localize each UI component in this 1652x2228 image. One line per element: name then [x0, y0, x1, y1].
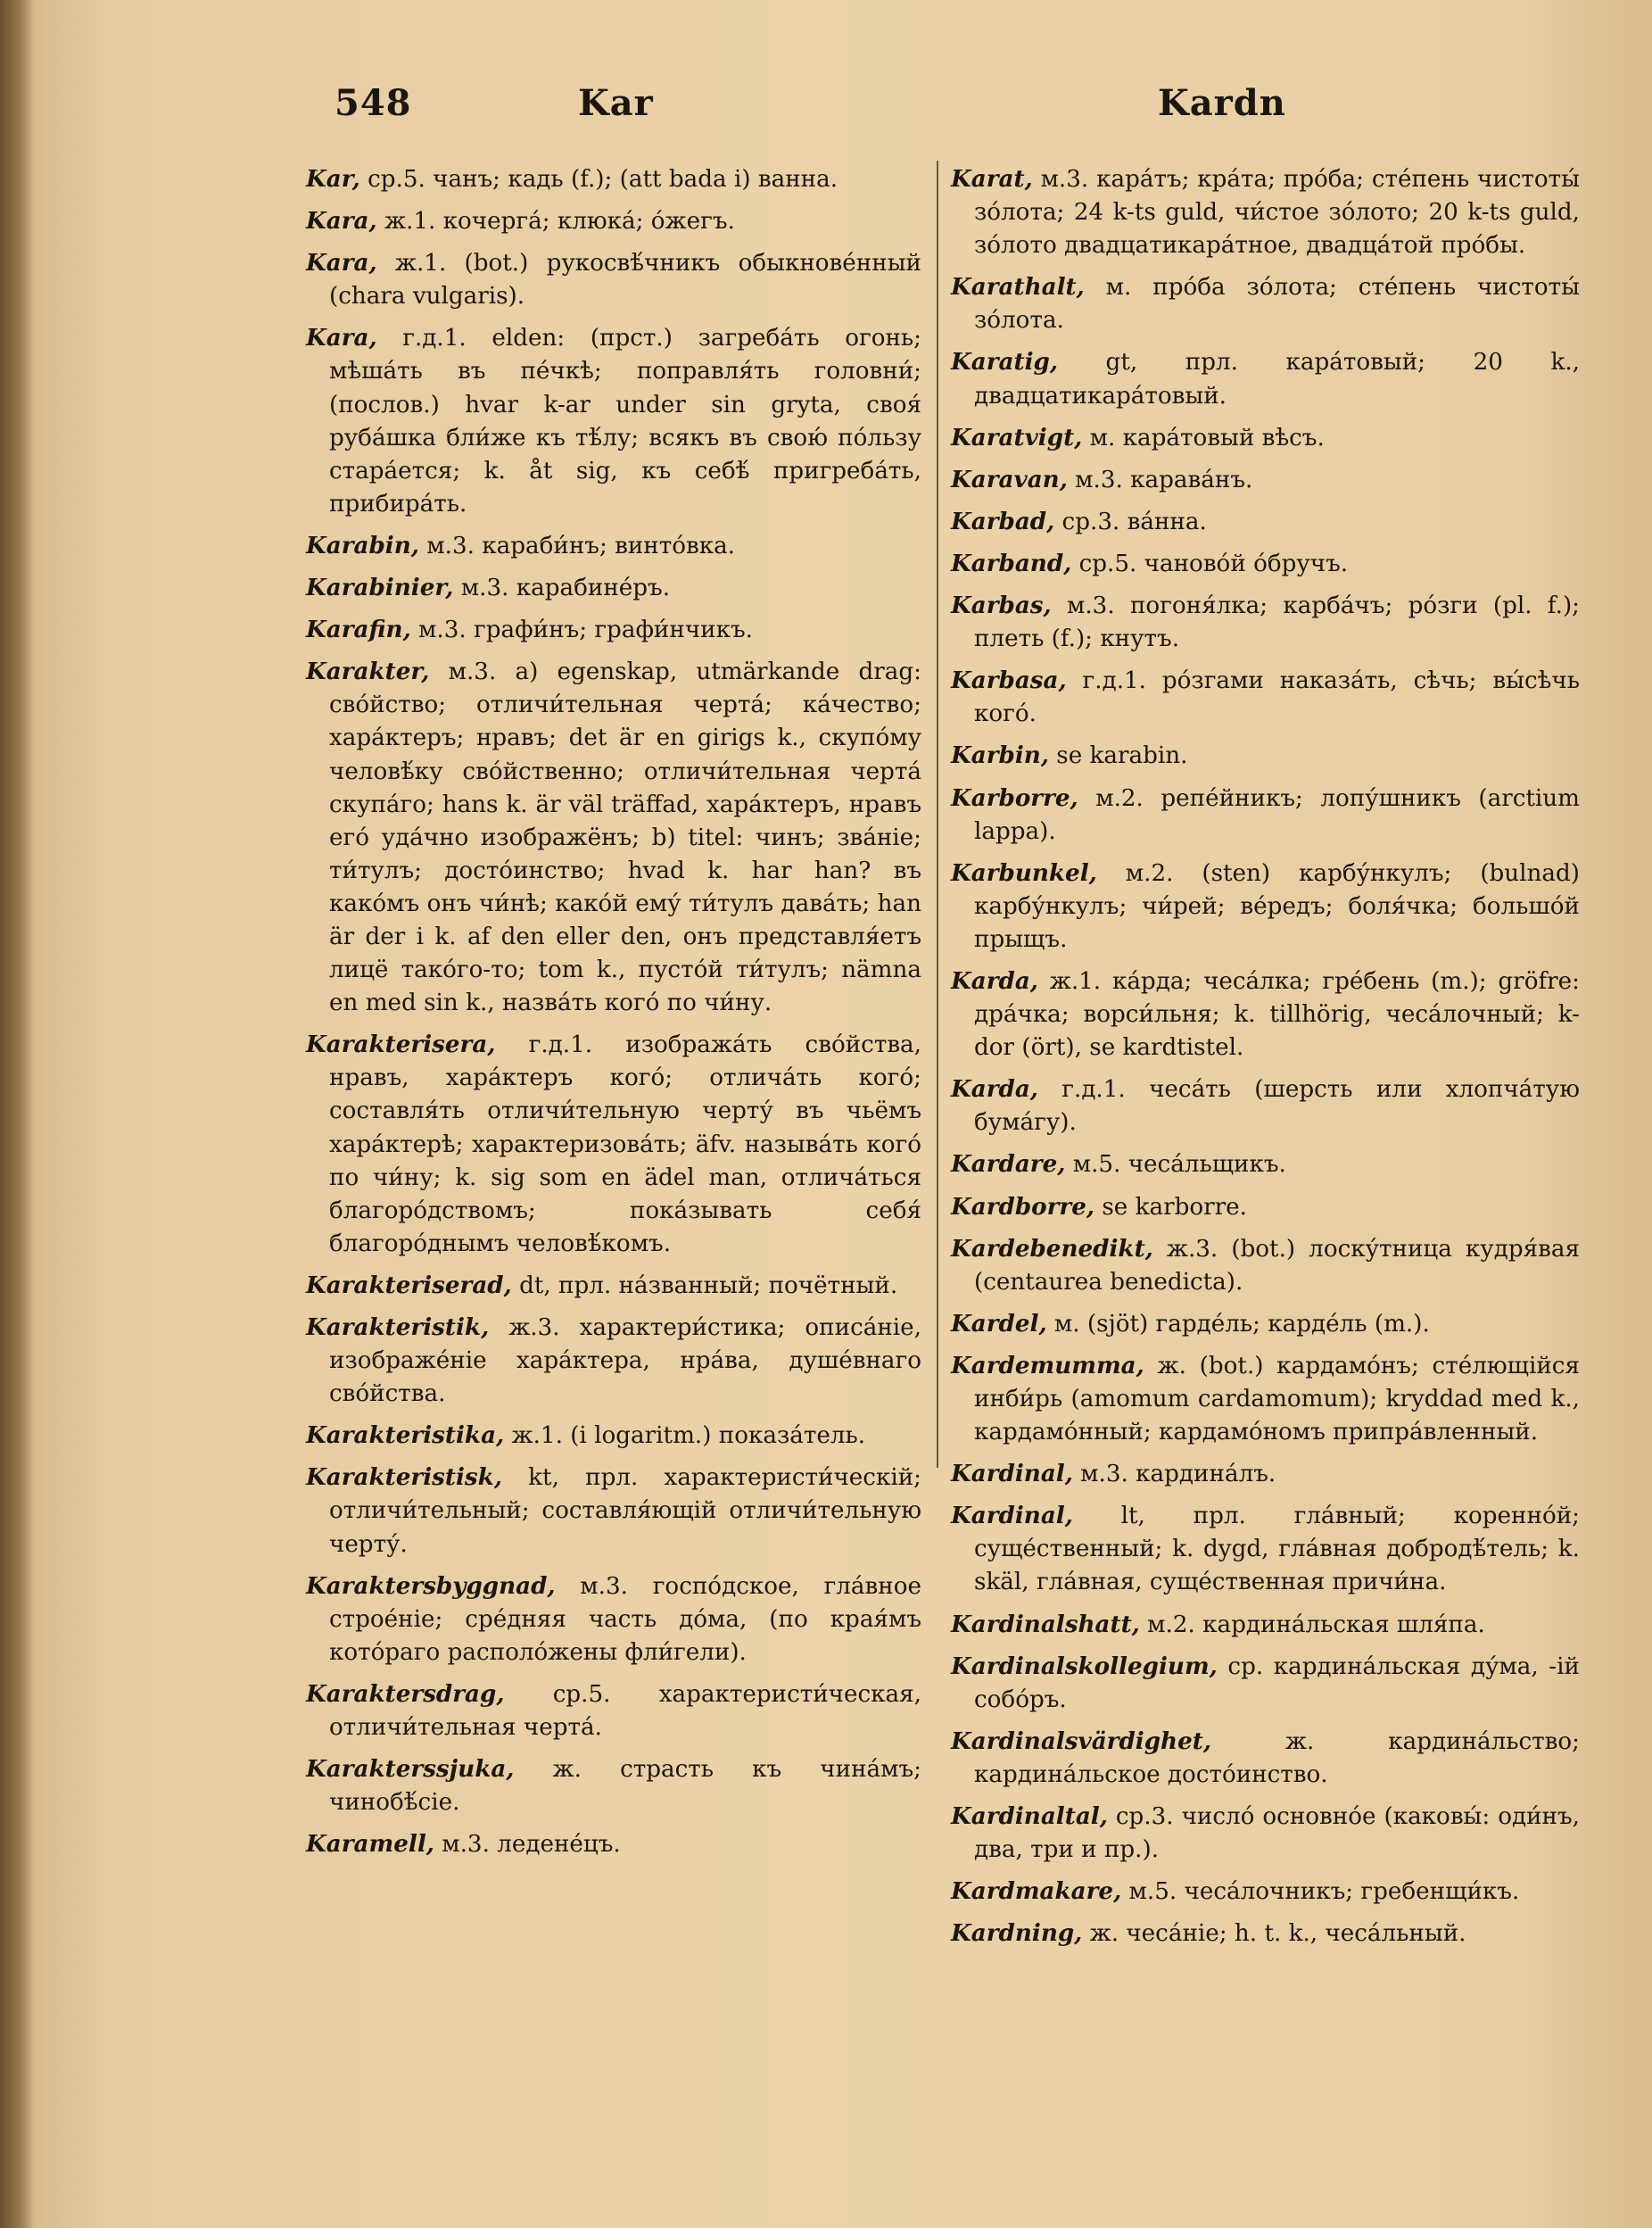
entry-headword: Kardinaltal, — [951, 1802, 1108, 1831]
entry-definition: ж.3. характери́стика; описа́ніе, изображе́ніе хара́ктера, нра́ва, душе́внаго сво́йства. — [329, 1314, 921, 1408]
entry-headword: Karbunkel, — [951, 858, 1097, 887]
entry-headword: Kardebenedikt, — [951, 1234, 1153, 1263]
dictionary-entry — [306, 1677, 921, 1744]
entry-definition: м. (sjöt) гарде́ль; карде́ль (m.). — [1046, 1310, 1430, 1338]
entry-headword: Karakteriserad, — [306, 1271, 512, 1299]
entry-definition: г.д.1. elden: (прст.) загреба́ть огонь; мѣша́ть въ пе́чкѣ; поправля́ть головни́; (послов.) hvar k-ar under sin gryta, своя́ руба́шка бли́же къ тѣ́лу; всякъ въ свою́ по́льзу стара́ется; k. åt sig, къ себѣ́ пригреба́ть, прибира́ть. — [329, 325, 921, 518]
entry-headword: Karavan, — [951, 465, 1068, 493]
entry-definition: gt, прл. кара́товый; 20 k., двадцатикара́товый. — [974, 349, 1580, 410]
entry-definition: м.3. погоня́лка; карба́чъ; ро́зги (pl. f.); плеть (f.); кнутъ. — [974, 592, 1580, 653]
entry-headword: Karafin, — [306, 616, 411, 644]
entry-definition: ж. страсть къ чина́мъ; чинобѣ́сіе. — [329, 1756, 921, 1817]
entry-headword: Karda, — [951, 966, 1038, 995]
entry-headword: Kardinalsvärdighet, — [951, 1727, 1211, 1755]
dictionary-entry — [951, 421, 1580, 455]
dictionary-entry — [951, 1147, 1580, 1181]
entry-definition: м.3. госпо́дское, гла́вное строе́ніе; сре́дняя часть до́ма, (по края́мъ кото́раго располо́жены фли́гели). — [329, 1572, 921, 1666]
entry-headword: Karaktersbyggnad, — [306, 1571, 556, 1600]
left-column — [306, 162, 921, 1869]
dictionary-entry — [951, 1725, 1580, 1792]
dictionary-entry — [951, 1232, 1580, 1299]
dictionary-entry — [951, 1608, 1580, 1642]
book-spine-shadow — [0, 0, 34, 2228]
dictionary-entry — [951, 505, 1580, 539]
entry-definition: ср. кардина́льская ду́ма, -ій собо́ръ. — [974, 1652, 1580, 1713]
entry-headword: Karabinier, — [306, 574, 454, 602]
entry-headword: Kardinalshatt, — [951, 1610, 1140, 1638]
entry-headword: Karakter, — [306, 658, 430, 686]
entry-headword: Karakterisera, — [306, 1031, 496, 1059]
entry-headword: Kardning, — [951, 1919, 1083, 1948]
dictionary-entry — [951, 1875, 1580, 1909]
entry-headword: Karbad, — [951, 507, 1055, 535]
dictionary-entry — [951, 162, 1580, 262]
entry-definition: ж.3. (bot.) лоску́тница кудря́вая (centaurea benedicta). — [974, 1235, 1580, 1296]
dictionary-entry — [951, 965, 1580, 1064]
dictionary-entry — [306, 162, 921, 196]
entry-headword: Kardare, — [951, 1150, 1066, 1179]
entry-headword: Karaktersdrag, — [306, 1679, 505, 1708]
entry-headword: Karathalt, — [951, 273, 1085, 302]
entry-definition: ср.5. чанъ; кадь (f.); (att bada i) ванна. — [359, 166, 838, 193]
dictionary-entry — [951, 547, 1580, 581]
entry-definition: dt, прл. на́званный; почётный. — [511, 1271, 898, 1299]
entry-definition: г.д.1. чеса́ть (шерсть или хлопча́тую бума́гу). — [974, 1076, 1580, 1137]
entry-definition: м.3. караби́нъ; винто́вка. — [418, 532, 736, 559]
dictionary-entry — [951, 857, 1580, 957]
entry-headword: Karda, — [951, 1075, 1038, 1104]
dictionary-entry — [951, 739, 1580, 773]
entry-headword: Karamell, — [306, 1830, 434, 1859]
entry-definition: м.3. a) egenskap, utmärkande drag: сво́йство; отличи́тельная черта́; ка́чество; хара́ктеръ; нравъ; det är en girigs k., скупо́му человѣ́ку сво́йственно; отличи́тельная черта́ скупа́го; hans k. är väl träffad, хара́ктеръ, нравъ его́ уда́чно изображёнъ; b) titel: чинъ; зва́ніе; ти́тулъ; досто́инство; hvad k. har han? въ како́мъ онъ чи́нѣ; како́й ему́ ти́тулъ дава́ть; han är der i k. af den eller den, онъ представля́етъ лицё тако́го-то; tom k., пусто́й ти́тулъ; nämna en med sin k., назва́ть кого́ по чи́ну. — [329, 658, 921, 1017]
column-divider — [937, 161, 938, 1468]
dictionary-entry — [951, 782, 1580, 849]
dictionary-entry — [951, 1650, 1580, 1717]
dictionary-entry — [306, 1752, 921, 1819]
entry-headword: Karabin, — [306, 531, 419, 559]
entry-definition: se karborre. — [1094, 1193, 1247, 1221]
dictionary-entry — [951, 1499, 1580, 1599]
entry-definition: ж.1. кочерга́; клюка́; о́жегъ. — [376, 208, 735, 236]
entry-definition: г.д.1. ро́згами наказа́ть, сѣчь; вы́сѣчь кого́. — [974, 667, 1580, 728]
entry-headword: Kardmakare, — [951, 1877, 1122, 1906]
entry-headword: Kara, — [306, 207, 377, 236]
entry-headword: Karborre, — [951, 783, 1078, 812]
entry-definition: м.3. кара́тъ; кра́та; про́ба; сте́пень чистоты́ зо́лота; 24 k-ts guld, чи́стое зо́лото; 20 k-ts guld, зо́лото двадцатикара́тное, двадца́той про́бы. — [974, 166, 1580, 260]
entry-definition: м.3. ледене́цъ. — [434, 1831, 621, 1859]
dictionary-entry — [306, 655, 921, 1020]
entry-definition: se karabin. — [1048, 742, 1188, 770]
dictionary-entry — [951, 463, 1580, 497]
entry-definition: м.3. карабине́ръ. — [453, 575, 671, 602]
dictionary-entry — [306, 321, 921, 521]
entry-headword: Kardborre, — [951, 1192, 1094, 1221]
entry-headword: Karband, — [951, 549, 1072, 577]
entry-headword: Karatvigt, — [951, 423, 1083, 451]
entry-definition: м.2. репе́йникъ; лопу́шникъ (arctium lappa). — [974, 784, 1580, 845]
entry-definition: ср.3. число́ основно́е (каковы́: оди́нъ, два, три и пр.). — [974, 1803, 1580, 1864]
dictionary-entry — [306, 1028, 921, 1261]
entry-headword: Karbasa, — [951, 667, 1067, 695]
dictionary-entry — [951, 1190, 1580, 1224]
entry-definition: ср.3. ва́нна. — [1054, 508, 1207, 535]
entry-definition: kt, прл. характеристи́ческій; отличи́тельный; составля́ющій отличи́тельную черту́. — [329, 1464, 921, 1558]
dictionary-entry — [951, 1917, 1580, 1951]
entry-definition: ср.5. чаново́й о́бручъ. — [1071, 550, 1349, 577]
entry-definition: ж.1. ка́рда; чеса́лка; гре́бень (m.); gröfre: дра́чка; ворси́льня; k. tillhörig, чеса́лочный; k-dor (ört), se kardtistel. — [974, 967, 1580, 1062]
entry-definition: г.д.1. изобража́ть сво́йства, нравъ, хара́ктеръ кого́; отлича́ть кого́; составля́ть отличи́тельную черту́ въ чьёмъ хара́ктерѣ; характеризова́ть; äfv. называ́ть кого́ по чи́ну; k. sig som en ädel man, отлича́ться благоро́дствомъ; пока́зывать себя́ благоро́днымъ человѣ́комъ. — [329, 1031, 921, 1257]
entry-definition: ж. (bot.) кардамо́нъ; сте́лющійся инби́рь (amomum cardamomum); kryddad med k., кардамо́нный; кардамо́номъ припра́вленный. — [974, 1352, 1580, 1446]
dictionary-entry — [951, 664, 1580, 731]
entry-headword: Karakteristik, — [306, 1313, 490, 1341]
entry-headword: Kar, — [306, 165, 360, 193]
entry-definition: м.3. графи́нъ; графи́нчикъ. — [410, 617, 753, 644]
entry-headword: Kara, — [306, 324, 377, 352]
dictionary-entry — [306, 1419, 921, 1453]
entry-headword: Karakteristika, — [306, 1421, 505, 1450]
entry-definition: ср.5. характеристи́ческая, отличи́тельная черта́. — [329, 1680, 921, 1742]
entry-definition: ж.1. (i logaritm.) показа́тель. — [504, 1422, 866, 1450]
entry-headword: Kara, — [306, 249, 377, 277]
entry-definition: м.5. чеса́лочникъ; гребенщи́къ. — [1121, 1878, 1520, 1906]
entry-headword: Karbin, — [951, 741, 1049, 770]
entry-definition: м.2. (sten) карбу́нкулъ; (bulnad) карбу́нкулъ; чи́рей; ве́редъ; боля́чка; большо́й прыщъ. — [974, 859, 1580, 953]
dictionary-entry — [306, 613, 921, 647]
dictionary-entry — [306, 1311, 921, 1411]
entry-headword: Kardinalskollegium, — [951, 1652, 1218, 1680]
page-number: 548 — [335, 82, 412, 124]
dictionary-entry — [951, 1307, 1580, 1341]
entry-headword: Kardinal, — [951, 1502, 1073, 1530]
dictionary-entry — [951, 1073, 1580, 1139]
left-guide-word: Kar — [578, 82, 654, 124]
dictionary-entry — [306, 571, 921, 605]
entry-headword: Karatig, — [951, 348, 1058, 377]
dictionary-entry — [306, 246, 921, 313]
entry-definition: м.5. чеса́льщикъ. — [1065, 1151, 1286, 1179]
entry-headword: Kardinal, — [951, 1460, 1073, 1488]
dictionary-entry — [306, 1269, 921, 1303]
right-column — [951, 162, 1580, 1959]
entry-definition: ж. чеса́ніе; h. t. k., чеса́льный. — [1082, 1920, 1466, 1948]
dictionary-entry — [951, 345, 1580, 412]
entry-headword: Kardel, — [951, 1309, 1047, 1338]
dictionary-entry — [306, 1827, 921, 1861]
entry-definition: м.3. кардина́лъ. — [1072, 1461, 1276, 1488]
right-guide-word: Kardn — [1158, 82, 1286, 124]
entry-definition: lt, прл. гла́вный; коренно́й; суще́ственный; k. dygd, гла́вная добродѣ́тель; k. skäl, гла́вная, суще́ственная причи́на. — [974, 1503, 1580, 1596]
dictionary-entry — [951, 1457, 1580, 1491]
entry-definition: ж. кардина́льство; кардина́льское досто́инство. — [974, 1727, 1580, 1788]
dictionary-entry — [951, 589, 1580, 656]
entry-definition: ж.1. (bot.) рукосвѣ́чникъ обыкнове́нный (chara vulgaris). — [329, 250, 921, 311]
dictionary-entry — [306, 1461, 921, 1561]
entry-definition: м. про́ба зо́лота; сте́пень чистоты́ зо́лота. — [974, 274, 1580, 335]
entry-headword: Karbas, — [951, 592, 1052, 620]
dictionary-entry — [306, 204, 921, 238]
entry-headword: Kardemumma, — [951, 1351, 1144, 1379]
entry-definition: м.3. карава́нъ. — [1067, 466, 1253, 493]
dictionary-entry — [951, 1800, 1580, 1867]
dictionary-entry — [306, 1570, 921, 1669]
entry-definition: м.2. кардина́льская шля́па. — [1139, 1611, 1485, 1638]
dictionary-entry — [951, 1349, 1580, 1449]
entry-definition: м. кара́товый вѣсъ. — [1082, 424, 1325, 451]
entry-headword: Karat, — [951, 165, 1033, 193]
entry-headword: Karakteristisk, — [306, 1463, 502, 1492]
dictionary-entry — [306, 529, 921, 563]
entry-headword: Karakterssjuka, — [306, 1755, 515, 1784]
dictionary-entry — [951, 270, 1580, 337]
